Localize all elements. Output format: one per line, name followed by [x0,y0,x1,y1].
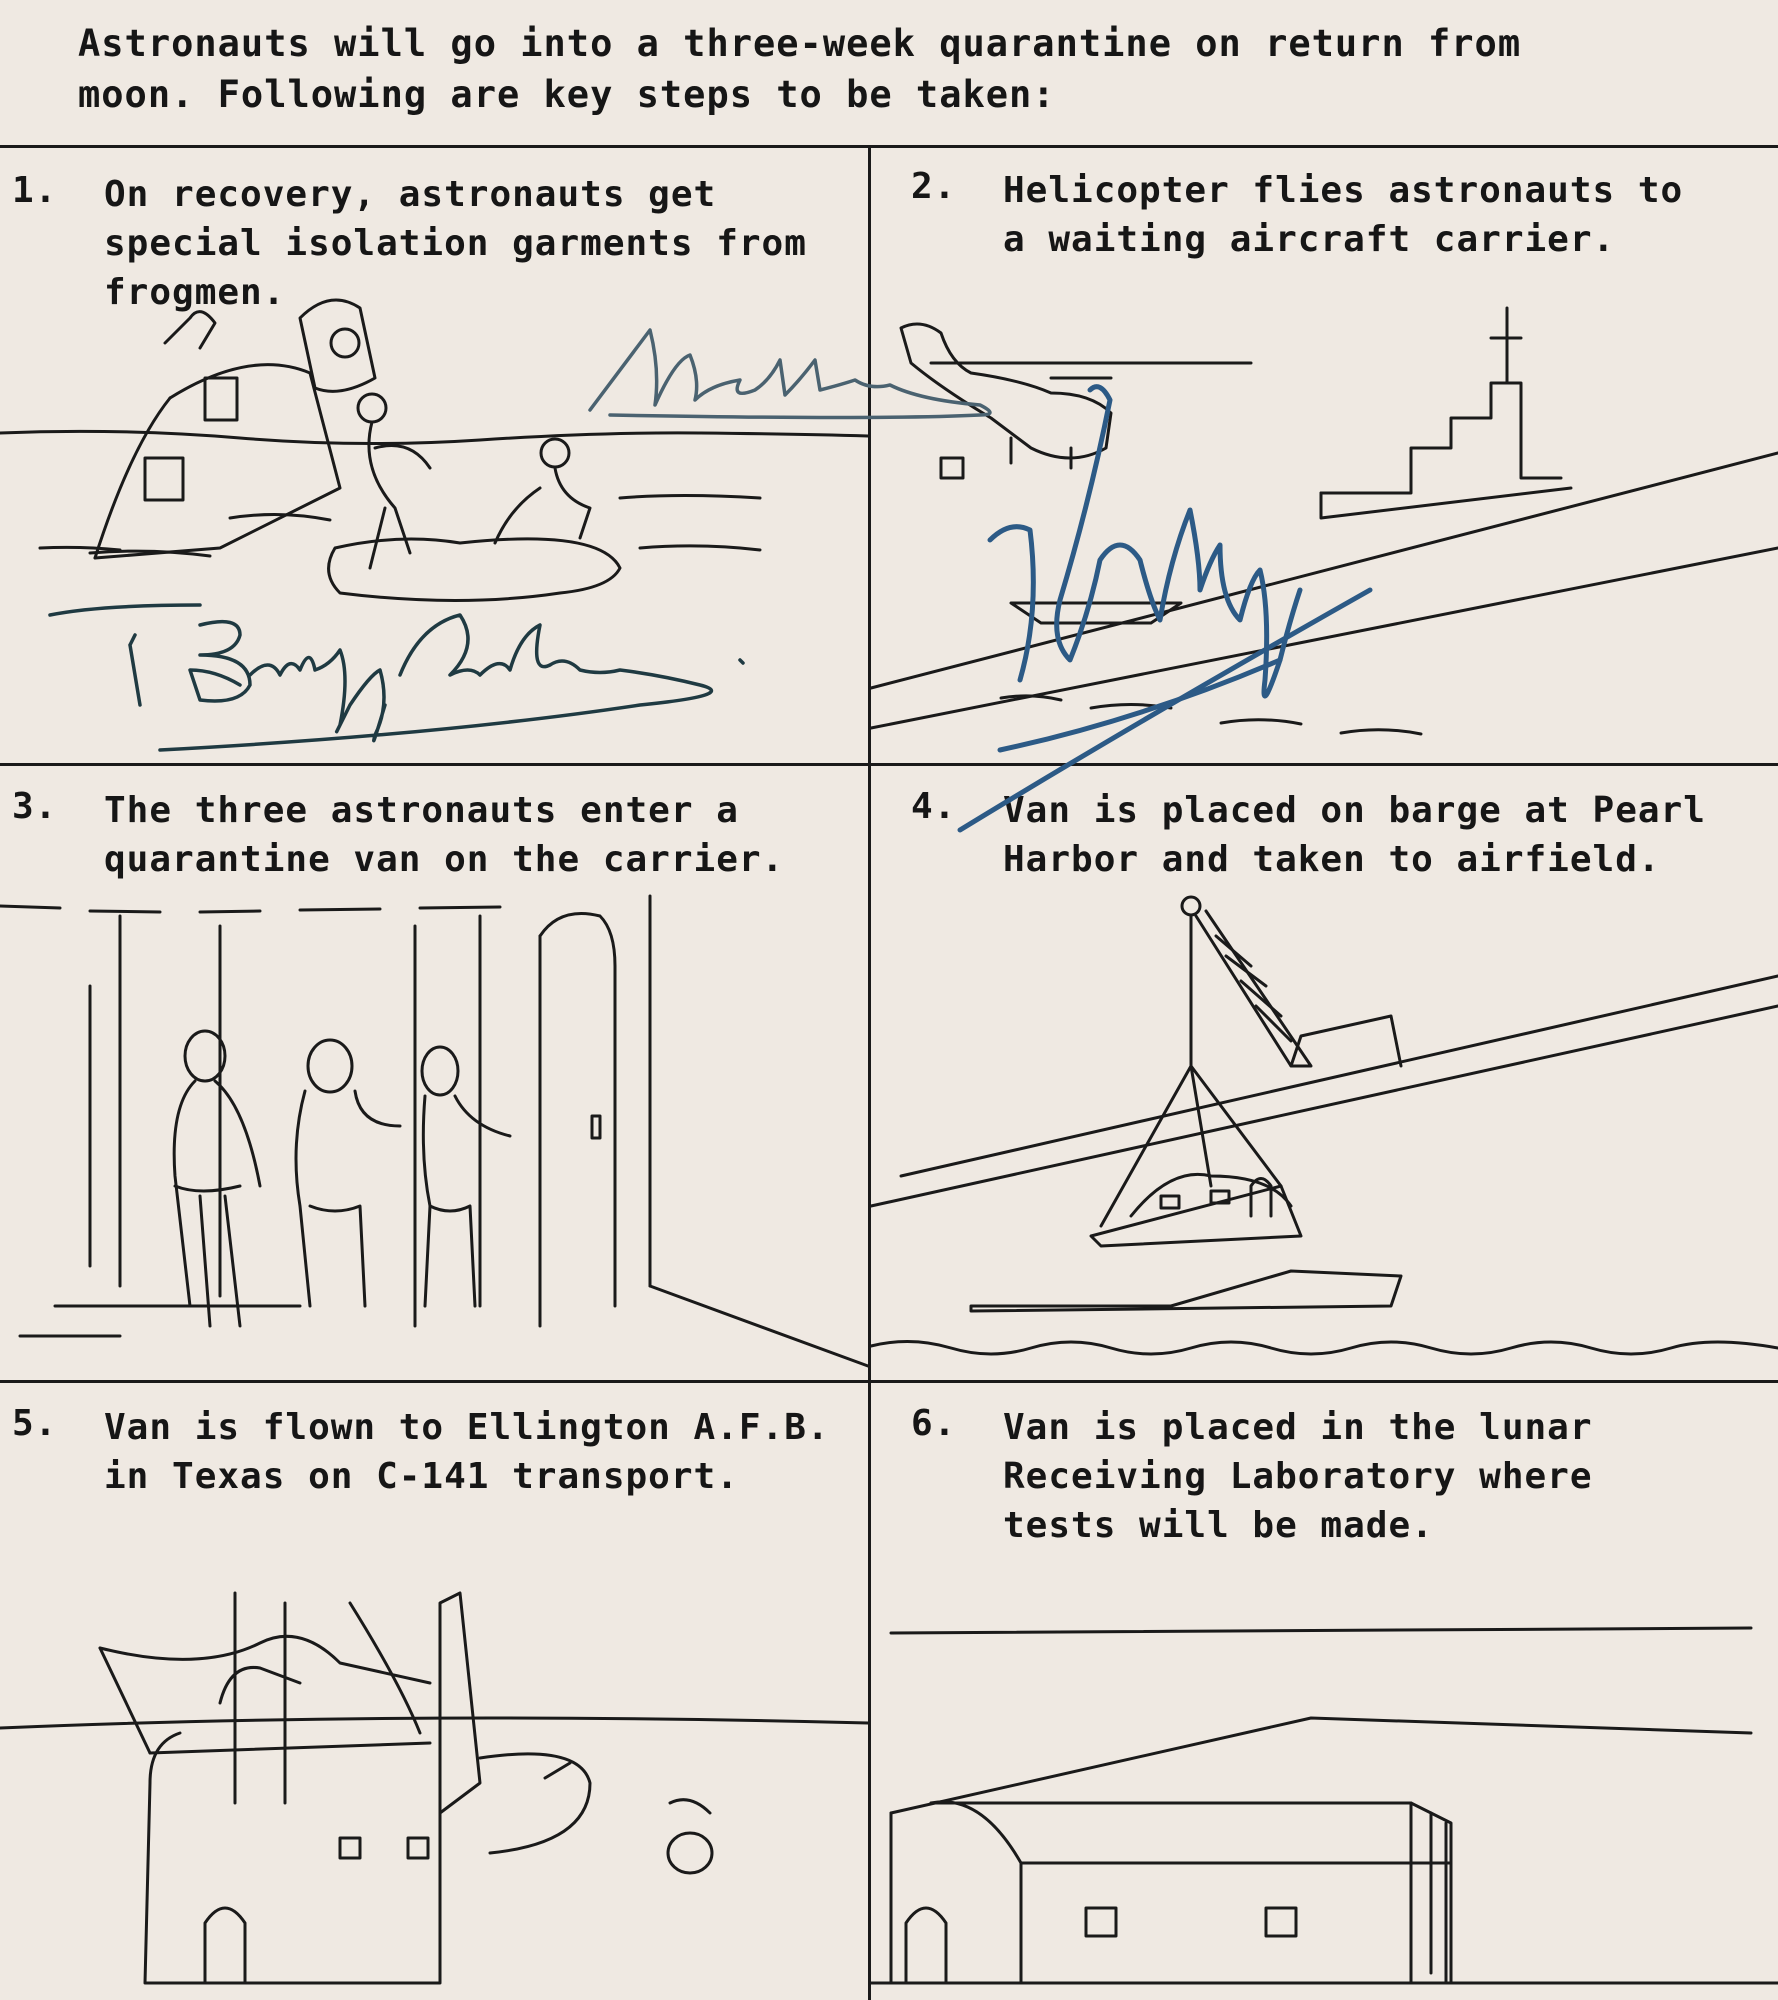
step-number: 1. [12,170,58,211]
van-loaded-into-c141-sketch [0,1383,868,2000]
signature-ink [590,330,990,418]
signature-ink [50,605,200,615]
armstrong-signature [940,360,1380,840]
step-number: 3. [12,786,58,827]
step-description: Van is placed on barge at Pearl Harbor and taken to airfield. [1003,790,1706,880]
step-panel-3 [0,766,868,1380]
intro-text [78,18,1698,120]
intro-line-2: moon. Following are key steps to be taken: [78,73,1056,116]
step-description: The three astronauts enter a quarantine van on the carrier. [104,790,785,880]
signature-ink [740,660,743,663]
step-number: 5. [12,1403,58,1444]
step-description: On recovery, astronauts get special isolation garments from frogmen. [104,174,807,313]
crane-lifting-van-onto-barge-sketch [871,766,1778,1380]
signature-ink [1000,660,1280,750]
step-description: Helicopter flies astronauts to a waiting aircraft carrier. [1003,170,1684,260]
step-panel-4 [871,766,1778,1380]
collins-signature [580,290,1000,490]
step-description: Van is flown to Ellington A.F.B. in Texas on C-141 transport. [104,1407,830,1497]
step-panel-5 [0,1383,868,2000]
signature-ink [130,615,711,750]
astronauts-entering-van-sketch [0,766,868,1380]
intro-line-1: Astronauts will go into a three-week quarantine on return from [78,22,1522,65]
step-number: 6. [911,1403,957,1444]
aldrin-signature [40,575,740,775]
step-number: 4. [911,786,957,827]
step-panel-6 [871,1383,1778,2000]
signature-ink [960,590,1370,830]
van-at-receiving-laboratory-sketch [871,1383,1778,2000]
step-description: Van is placed in the lunar Receiving Laboratory where tests will be made. [1003,1407,1593,1546]
step-number: 2. [911,166,957,207]
signature-ink [990,527,1033,680]
